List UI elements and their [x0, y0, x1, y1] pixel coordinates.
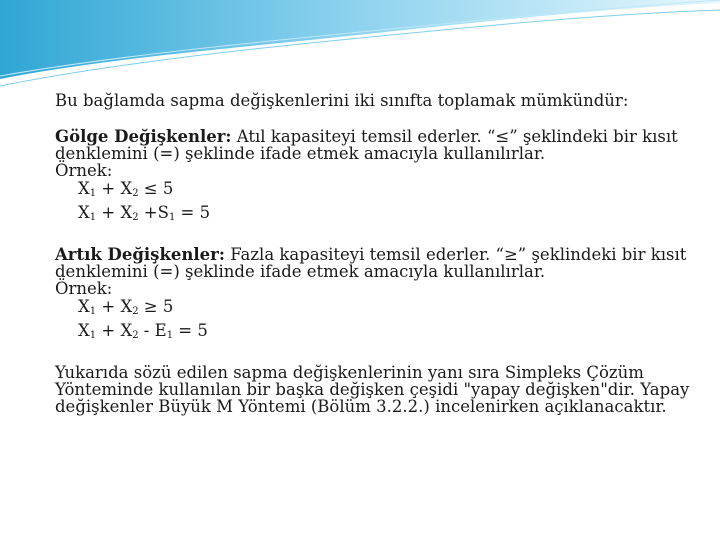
eq-term: X: [78, 297, 90, 316]
slack-equation-2: [55, 203, 705, 227]
eq-subscript: 2: [132, 212, 139, 223]
slack-title: Gölge Değişkenler:: [55, 127, 232, 146]
slack-paragraph: [55, 128, 705, 162]
surplus-example-label: Örnek:: [55, 279, 113, 298]
slack-example-label: Örnek:: [55, 161, 113, 180]
eq-subscript: 1: [89, 330, 97, 341]
eq-term: ≤ 5: [138, 179, 174, 198]
eq-subscript: 2: [132, 330, 139, 341]
eq-subscript: 1: [89, 306, 97, 317]
eq-subscript: 1: [166, 330, 174, 341]
slack-section: [55, 128, 705, 227]
slack-equation-1: [55, 179, 705, 203]
eq-term: - E: [138, 321, 167, 340]
eq-term: + X: [96, 203, 133, 222]
eq-term: = 5: [175, 203, 211, 222]
eq-term: +S: [138, 203, 169, 222]
surplus-equation-2: [55, 321, 705, 345]
eq-term: + X: [96, 321, 133, 340]
surplus-equation-1: [55, 297, 705, 321]
eq-term: X: [78, 179, 90, 198]
eq-subscript: 1: [168, 212, 176, 223]
eq-term: + X: [96, 179, 133, 198]
eq-subscript: 1: [89, 188, 97, 199]
slide-body: [55, 92, 705, 415]
surplus-description: Fazla kapasiteyi temsil ederler. “≥” şeklindeki bir kısıt denklemini (=) şeklinde ifade etmek amacıyla kullanılırlar.: [55, 245, 687, 281]
eq-term: X: [78, 203, 90, 222]
eq-term: ≥ 5: [138, 297, 174, 316]
eq-term: = 5: [173, 321, 208, 340]
surplus-title: Artık Değişkenler:: [55, 245, 225, 264]
slack-description: Atıl kapasiteyi temsil ederler. “≤” şeklindeki bir kısıt denklemini (=) şeklinde ifade etmek amacıyla kullanılırlar.: [55, 127, 678, 163]
header-wave-decoration: [0, 0, 720, 90]
surplus-section: [55, 246, 705, 345]
eq-subscript: 2: [132, 306, 139, 317]
eq-term: X: [78, 321, 90, 340]
eq-subscript: 2: [132, 188, 139, 199]
intro-text: Bu bağlamda sapma değişkenlerini iki sınıfta toplamak mümkündür:: [55, 91, 629, 110]
surplus-paragraph: [55, 246, 705, 280]
closing-paragraph: Yukarıda sözü edilen sapma değişkenlerinin yanı sıra Simpleks Çözüm Yönteminde kullanılan bir başka değişken çeşidi "yapay değişken"dir. Yapay değişkenler Büyük M Yöntemi (Bölüm 3.2.2.) incelenirken açıklanacaktır.: [55, 363, 690, 416]
eq-subscript: 1: [89, 212, 97, 223]
eq-term: + X: [96, 297, 133, 316]
